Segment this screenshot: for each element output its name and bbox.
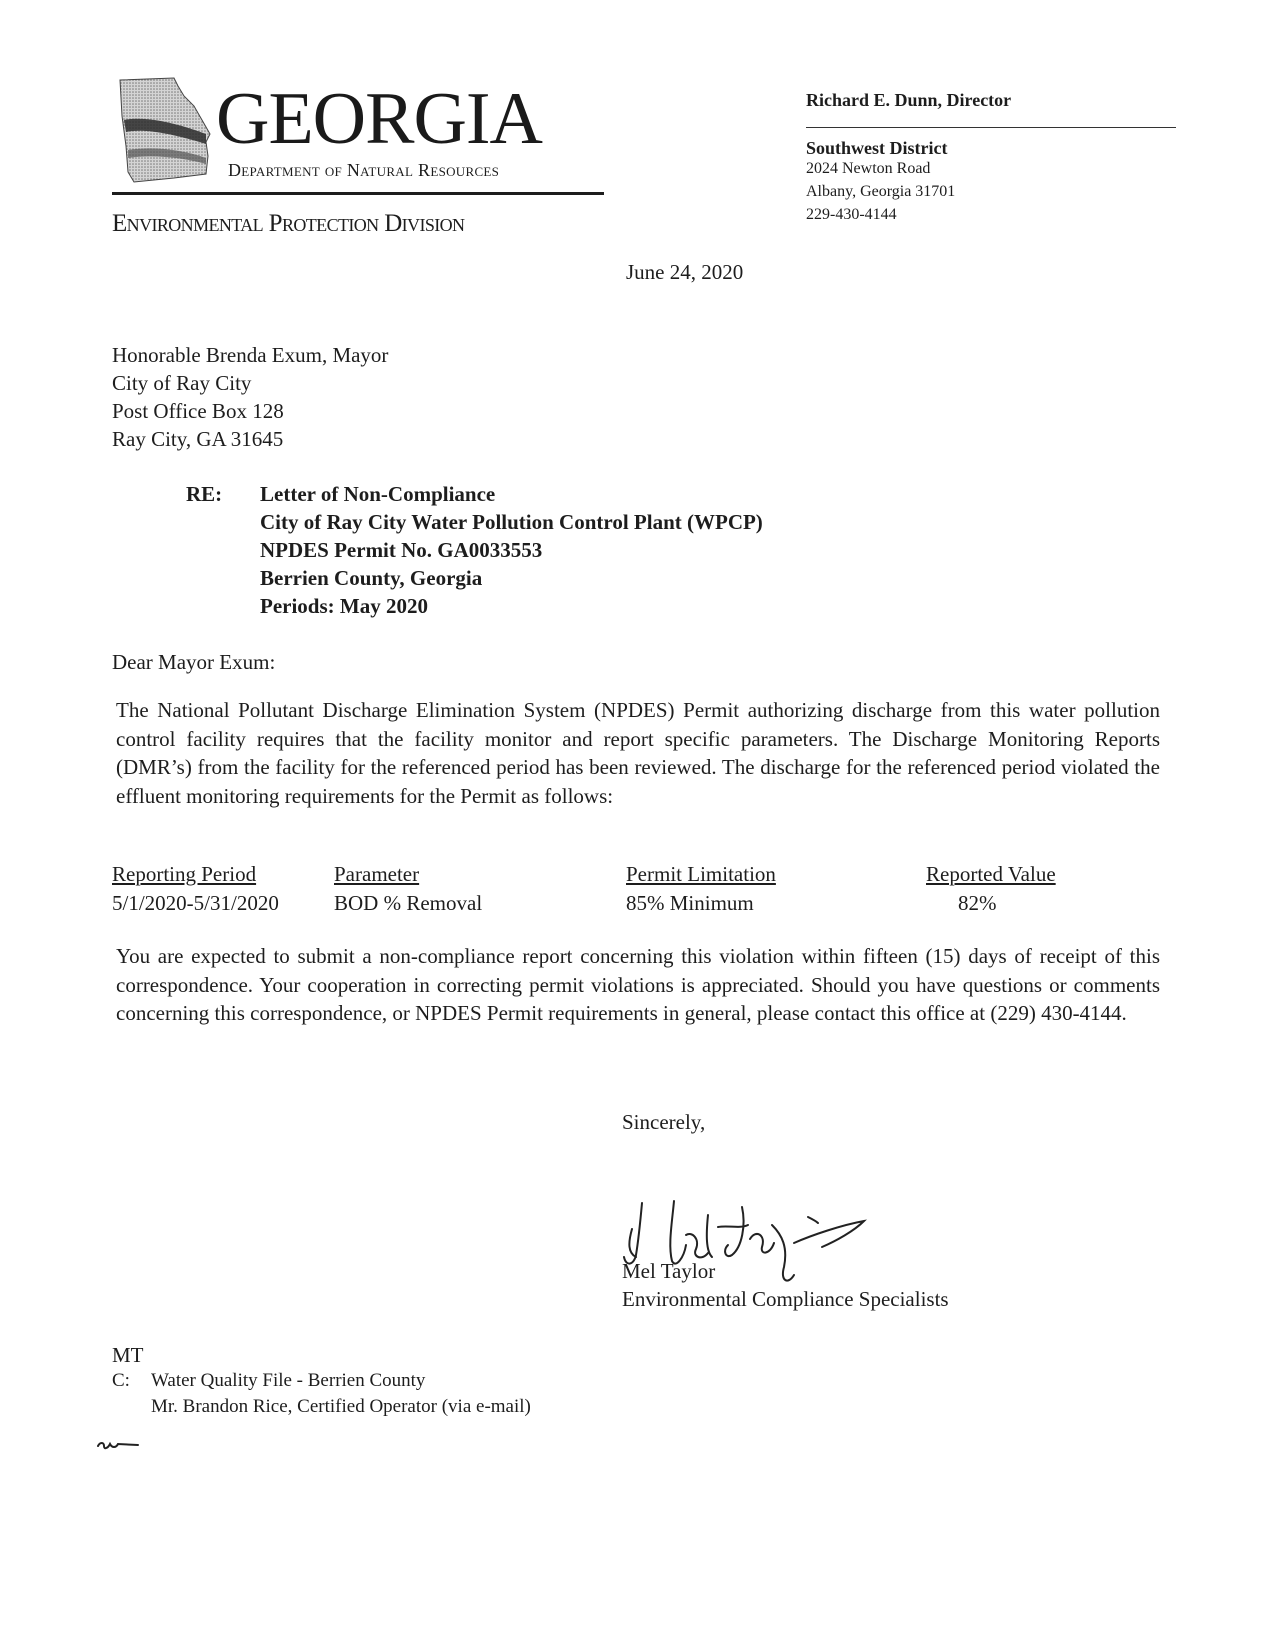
letterhead-director: Richard E. Dunn, Director — [806, 90, 1012, 110]
re-line1: Letter of Non-Compliance — [260, 482, 496, 506]
cell-reporting-period: 5/1/2020-5/31/2020 — [112, 891, 279, 915]
re-line2: City of Ray City Water Pollution Control Plant (WPCP) — [260, 510, 763, 534]
cc-label: C: — [112, 1370, 130, 1391]
letterhead-divider — [112, 192, 604, 195]
header-reported-value: Reported Value — [926, 862, 1056, 886]
cc-line2: Mr. Brandon Rice, Certified Operator (via e-mail) — [151, 1396, 531, 1417]
re-line4: Berrien County, Georgia — [260, 566, 483, 590]
typist-initials: MT — [112, 1343, 144, 1367]
georgia-map-logo — [114, 76, 214, 186]
body-paragraph-2: You are expected to submit a non-compliance report concerning this violation within fifteen (15) days of receipt of this correspondence. Your cooperation in correcting permit violations is appreciated. Should you have questions or comments concerning this correspondence, or NPDES Permit requirements in general, please contact this office at (229) 430-4144. — [116, 944, 1160, 1025]
re-line3: NPDES Permit No. GA0033553 — [260, 538, 543, 562]
cc-line1: Water Quality File - Berrien County — [151, 1370, 426, 1391]
letterhead-district: Southwest District — [806, 138, 948, 158]
re-label: RE: — [186, 482, 223, 506]
re-line5: Periods: May 2020 — [260, 594, 428, 618]
header-permit-limitation: Permit Limitation — [626, 862, 776, 886]
cell-permit-limitation: 85% Minimum — [626, 891, 754, 915]
body-paragraph-1: The National Pollutant Discharge Elimination System (NPDES) Permit authorizing discharge from this water pollution control facility requires that the facility monitor and report specific parameters. The Discharge Monitoring Reports (DMR’s) from the facility for the referenced period has been reviewed. The discharge for the referenced period violated the effluent monitoring requirements for the Permit as follows: — [116, 698, 1160, 808]
signer-title: Environmental Compliance Specialists — [622, 1287, 949, 1311]
director-divider — [806, 127, 1176, 128]
signer-name: Mel Taylor — [622, 1259, 716, 1283]
letterhead-department: Department of Natural Resources — [228, 160, 500, 180]
header-reporting-period: Reporting Period — [112, 862, 257, 886]
district-address-line1: 2024 Newton Road — [806, 160, 931, 177]
handwritten-mark — [96, 1436, 140, 1454]
letterhead-division: Environmental Protection Division — [112, 210, 465, 237]
cell-reported-value: 82% — [958, 891, 997, 915]
letter-date: June 24, 2020 — [626, 260, 744, 284]
recipient-line2: City of Ray City — [112, 371, 252, 395]
district-address-line2: Albany, Georgia 31701 — [806, 183, 956, 200]
recipient-line4: Ray City, GA 31645 — [112, 427, 284, 451]
letterhead-state-title: GEORGIA — [216, 78, 542, 160]
valediction: Sincerely, — [622, 1110, 706, 1134]
district-phone: 229-430-4144 — [806, 206, 897, 223]
salutation: Dear Mayor Exum: — [112, 650, 276, 674]
recipient-line3: Post Office Box 128 — [112, 399, 284, 423]
recipient-line1: Honorable Brenda Exum, Mayor — [112, 343, 389, 367]
header-parameter: Parameter — [334, 862, 420, 886]
cell-parameter: BOD % Removal — [334, 891, 483, 915]
